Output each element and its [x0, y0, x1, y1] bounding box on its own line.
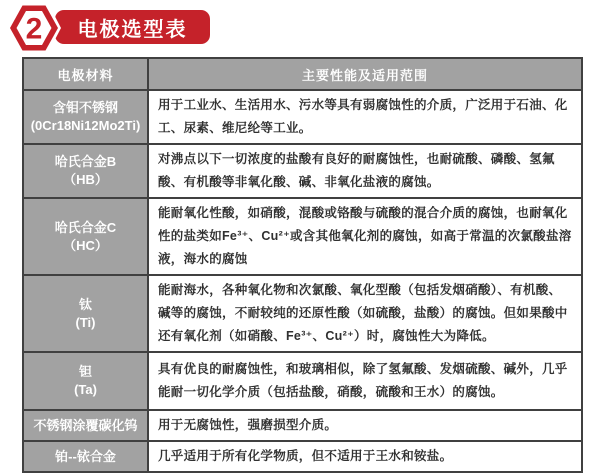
material-name: 含钼不锈钢 [52, 100, 118, 116]
step-number: 2 [25, 12, 43, 46]
table-row [23, 410, 582, 441]
material-name: 哈氏合金B [54, 154, 117, 170]
description-cell: 几乎适用于所有化学物质，但不适用于王水和铵盐。 [148, 441, 582, 472]
table-row [23, 144, 582, 198]
material-name: 不锈钢涂覆碳化钨 [33, 417, 138, 433]
table-row [23, 275, 582, 352]
table-header-row [23, 58, 582, 90]
description-cell: 能耐海水，各种氧化物和次氯酸、氧化型酸（包括发烟硝酸）、有机酸、碱等的腐蚀，不耐较纯的还原性酸（如硫酸，盐酸）的腐蚀。但如果酸中还有氧化剂（如硝酸、Fe³⁺、Cu²⁺）时，腐蚀性大为降低。 [148, 275, 582, 352]
table-row [23, 90, 582, 144]
section-title: 电极选型表 [77, 18, 188, 41]
section-title-banner [55, 10, 210, 44]
column-header-material: 电极材料 [23, 58, 148, 90]
description-cell: 用于无腐蚀性，强磨损型介质。 [148, 410, 582, 441]
material-grade: （HB） [63, 172, 108, 187]
material-cell [23, 410, 148, 441]
step-badge-hexagon-icon [7, 1, 61, 55]
table-row [23, 441, 582, 472]
description-cell: 能耐氧化性酸，如硝酸，混酸或铬酸与硫酸的混合介质的腐蚀，也耐氧化性的盐类如Fe³⁺、Cu²⁺或含其他氧化剂的腐蚀，如高于常温的次氯酸盐溶液，海水的腐蚀 [148, 198, 582, 275]
material-cell [23, 275, 148, 352]
material-name: 哈氏合金C [54, 219, 117, 235]
description-cell: 具有优良的耐腐蚀性，和玻璃相似，除了氢氟酸、发烟硫酸、碱外，几乎能耐一切化学介质（包括盐酸，硝酸，硫酸和王水）的腐蚀。 [148, 352, 582, 410]
material-cell [23, 198, 148, 275]
material-grade: (Ti) [75, 314, 96, 330]
material-grade: （HC） [63, 237, 108, 253]
material-name: 钽 [78, 364, 92, 380]
material-cell [23, 352, 148, 410]
column-header-performance: 主要性能及适用范围 [148, 58, 582, 90]
material-grade: (0Cr18Ni12Mo2Ti) [30, 118, 141, 133]
material-name: 铂--铱合金 [55, 448, 116, 464]
material-cell [23, 144, 148, 198]
material-name: 钛 [78, 296, 92, 312]
material-grade: (Ta) [74, 382, 97, 397]
description-cell: 对沸点以下一切浓度的盐酸有良好的耐腐蚀性，也耐硫酸、磷酸、氢氟酸、有机酸等非氧化酸、碱、非氧化盐液的腐蚀。 [148, 144, 582, 198]
material-cell [23, 90, 148, 144]
description-cell: 用于工业水、生活用水、污水等具有弱腐蚀性的介质，广泛用于石油、化工、尿素、维尼纶等工业。 [148, 90, 582, 144]
table-row [23, 352, 582, 410]
material-cell [23, 441, 148, 472]
electrode-selection-table [22, 57, 583, 473]
table-row [23, 198, 582, 275]
